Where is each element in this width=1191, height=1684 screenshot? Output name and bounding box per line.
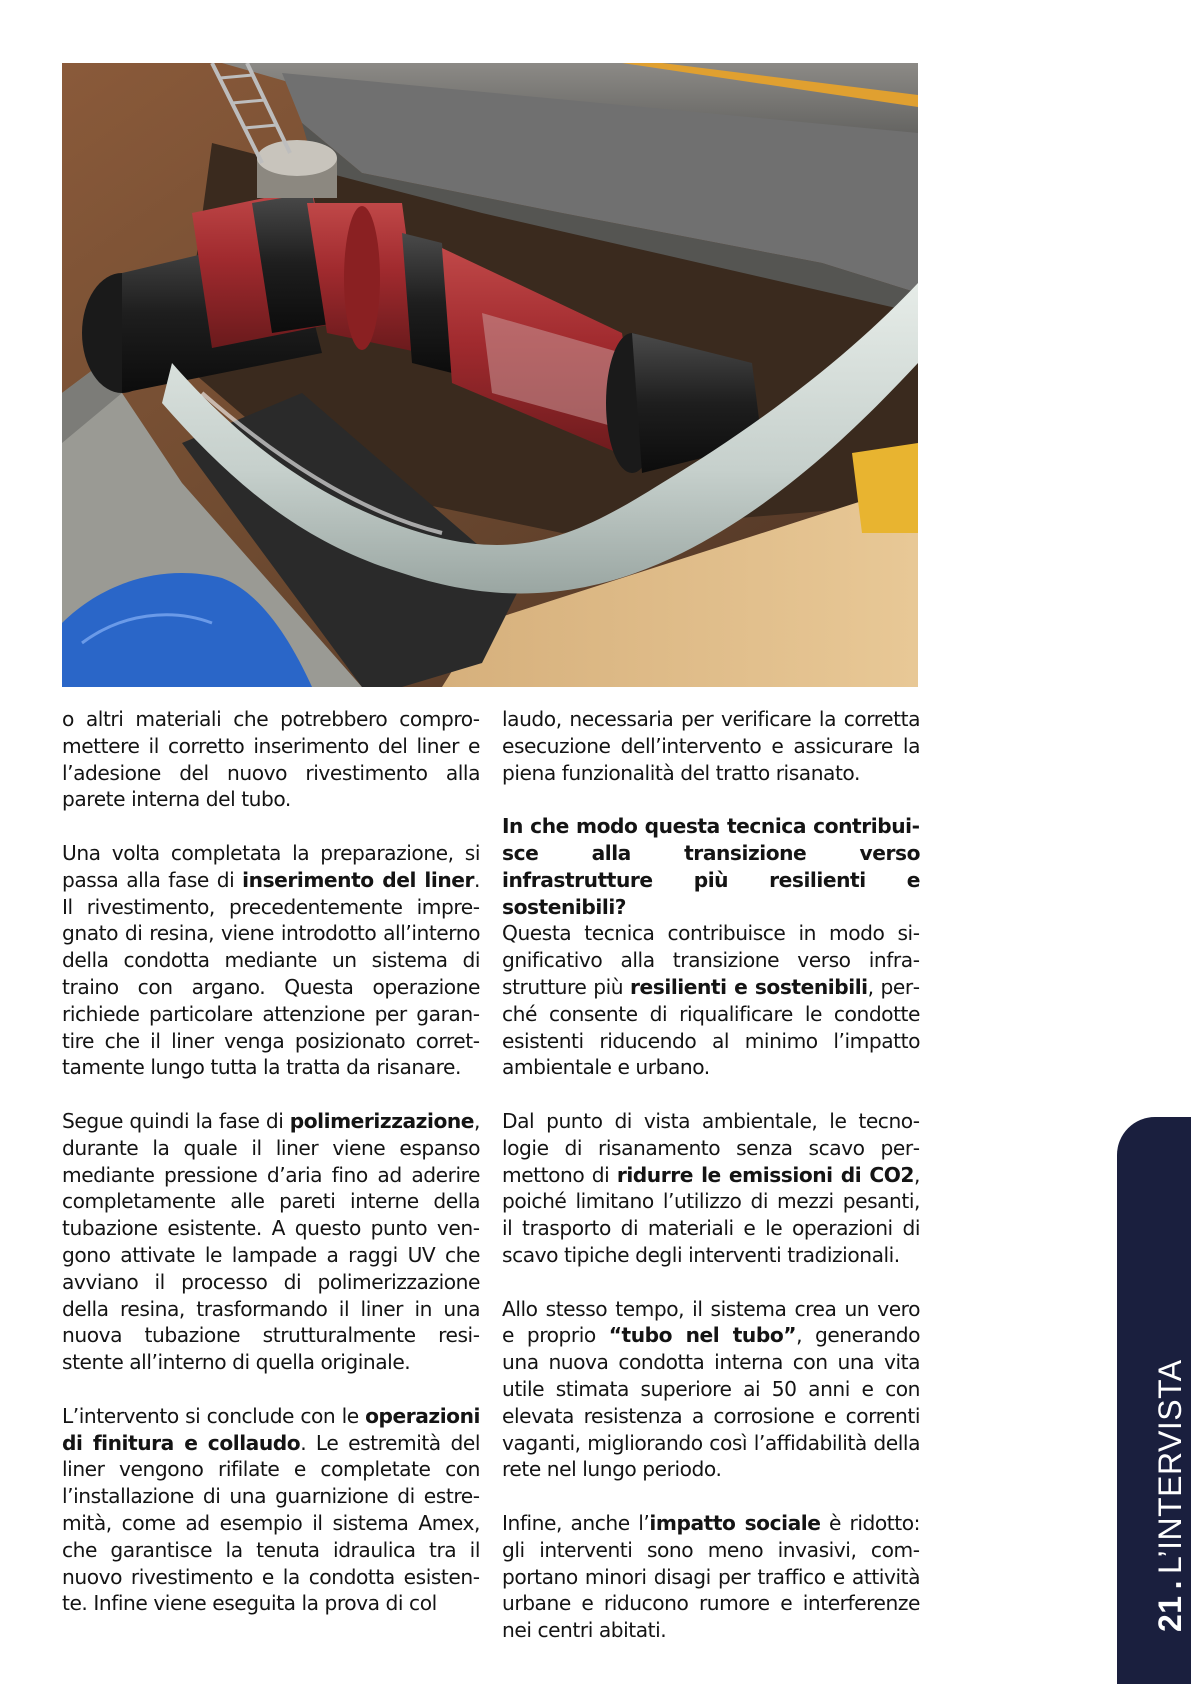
text-run: , durante la quale il liner viene espanso mediante pressione d’aria fino ad aderire completamente alle pareti interne della tubazione esistente. A questo punto vengono attivate le lampade a raggi UV che avviano il processo di polimerizzazione della resina, trasformando il liner in una nuova tubazione strutturalmente resistente all’interno di quella originale.: [62, 1108, 480, 1375]
text-run: o altri materiali che potrebbero compromettere il corretto inserimento del liner e l’adesione del nuovo rivestimento alla parete interna del tubo.: [62, 707, 480, 812]
body-paragraph: [62, 1403, 480, 1617]
right-text-column: [502, 706, 920, 1644]
bold-phrase: ridurre le emissioni di CO2: [616, 1162, 915, 1187]
text-run: . Il rivestimento, precedentemente impregnato di resina, viene introdotto all’interno della condotta mediante un sistema di traino con argano. Questa operazione richiede particolare attenzione per garantire che il liner venga posizionato correttamente lungo tutta la tratta da risanare.: [62, 867, 480, 1080]
body-paragraph: [62, 840, 480, 1081]
bold-phrase: inserimento del liner: [242, 867, 475, 892]
text-run: Una volta completata la preparazione, si passa alla fase di: [62, 840, 480, 892]
text-run: Infine, anche l’: [502, 1510, 650, 1535]
bold-phrase: resilienti e sostenibili: [630, 974, 868, 999]
body-paragraph: [502, 706, 920, 786]
text-run: Questa tecnica contribuisce in modo significativo alla transizione verso infrastrutture più: [502, 921, 920, 999]
text-run: Segue quindi la fase di: [62, 1108, 290, 1133]
body-paragraph: [502, 920, 920, 1081]
bold-phrase: impatto sociale: [649, 1510, 821, 1535]
text-run: , generando una nuova condotta interna con una vita utile stimata superiore ai 50 anni e con elevata resistenza a corrosione e correnti vaganti, migliorando così l’affidabilità della rete nel lungo periodo.: [502, 1323, 920, 1482]
text-run: Allo stesso tempo, il sistema crea un vero e proprio: [502, 1296, 920, 1348]
text-run: Dal punto di vista ambientale, le tecnologie di risanamento senza scavo permettono di: [502, 1108, 920, 1187]
section-name: L’INTERVISTA: [1152, 1359, 1188, 1575]
section-tab: [1117, 1117, 1191, 1684]
text-run: . Le estremità del liner vengono rifilate e completate con l’installazione di una guarnizione di estremità, come ad esempio il sistema Amex, che garantisce la tenuta idraulica tra il nuovo rivestimento e la condotta esistente. Infine viene eseguita la prova di col: [62, 1430, 480, 1616]
body-paragraph: [502, 1108, 920, 1269]
body-paragraph: [502, 1510, 920, 1644]
interview-question: In che modo questa tecnica contribuisce alla transizione verso infrastrutture più resilienti e sostenibili?: [502, 814, 920, 919]
text-run: laudo, necessaria per verificare la corretta esecuzione dell’intervento e assicurare la piena funzionalità del tratto risanato.: [502, 707, 920, 785]
body-paragraph: [62, 706, 480, 813]
text-run: L’intervento si conclude con le: [62, 1403, 366, 1428]
body-paragraph: [62, 1108, 480, 1376]
text-run: è ridotto: gli interventi sono meno invasivi, comportano minori disagi per traffico e attività urbane e riducono rumore e interferenze nei centri abitati.: [502, 1510, 920, 1643]
bold-phrase: “tubo nel tubo”: [608, 1323, 797, 1348]
body-paragraph: [502, 1296, 920, 1484]
page-number: 21: [1152, 1595, 1188, 1632]
bold-phrase: operazioni di finitura e collaudo: [62, 1403, 480, 1455]
section-tab-label: [1154, 1359, 1186, 1632]
pipe-rehabilitation-photo: [62, 63, 918, 687]
tab-separator: .: [1152, 1580, 1188, 1590]
left-text-column: [62, 706, 480, 1617]
text-run: , perché consente di riqualificare le condotte esistenti riducendo al minimo l’impatto ambientale e urbano.: [502, 974, 920, 1080]
bold-phrase: polimerizzazione: [289, 1108, 475, 1133]
text-run: , poiché limitano l’utilizzo di mezzi pesanti, il trasporto di materiali e le operazioni di scavo tipiche degli interventi tradizionali.: [502, 1162, 920, 1267]
